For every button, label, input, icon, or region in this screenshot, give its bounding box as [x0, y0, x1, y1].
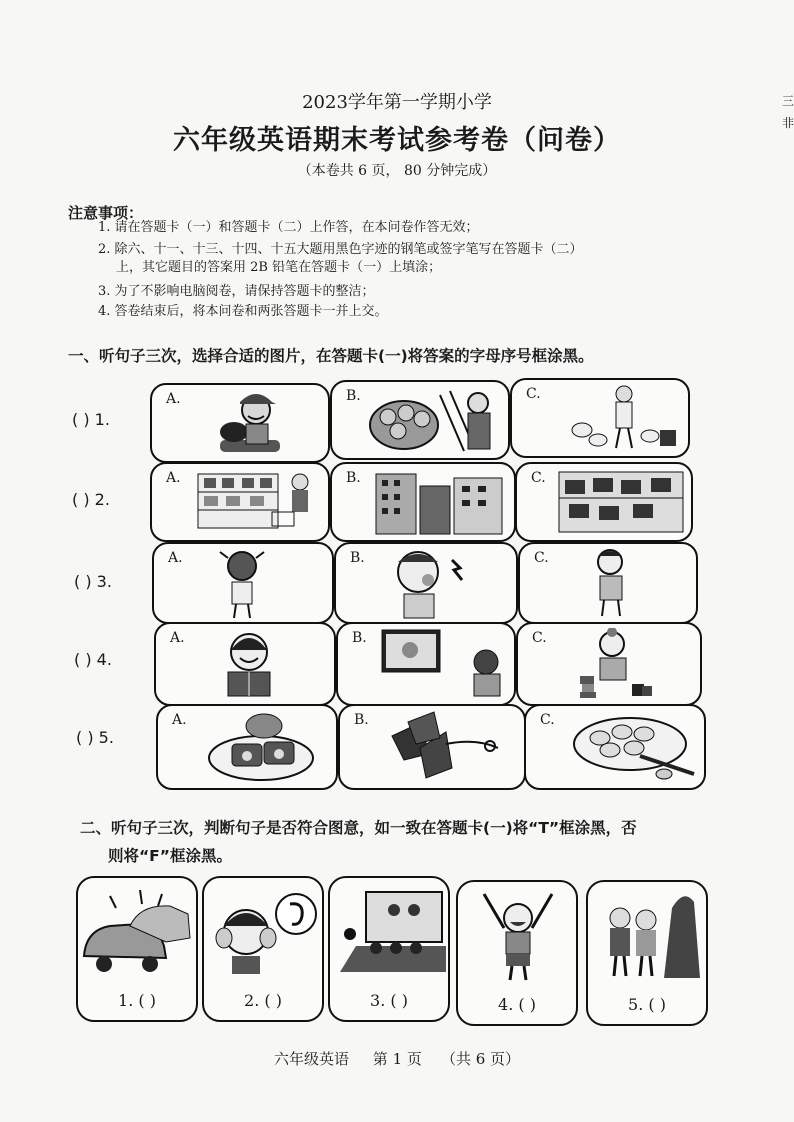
footer-total-pages: （共 6 页） — [440, 1050, 521, 1068]
true-false-card[interactable] — [456, 880, 578, 1026]
question-number[interactable]: ( ) 5. — [76, 728, 114, 747]
page-subtitle: （本卷共 6 页， 80 分钟完成） — [297, 163, 497, 179]
option-card[interactable] — [524, 704, 706, 790]
option-card[interactable] — [338, 704, 526, 790]
boy-with-toothache-icon — [386, 546, 476, 620]
option-card[interactable] — [515, 462, 693, 542]
option-letter: B. — [354, 712, 369, 728]
option-letter: C. — [532, 630, 547, 646]
question-number[interactable]: ( ) 1. — [72, 410, 110, 429]
true-false-card[interactable] — [328, 876, 450, 1022]
option-card[interactable] — [336, 622, 516, 706]
mooncakes-icon — [206, 708, 316, 784]
option-letter: B. — [346, 470, 361, 486]
note-item: 2. 除六、十一、十三、十四、十五大题用黑色字迹的钢笔或签字笔写在答题卡（二） — [98, 242, 583, 257]
option-card[interactable] — [330, 462, 516, 542]
office-computers-icon — [555, 468, 687, 536]
footer-page-number: 第 1 页 — [372, 1050, 422, 1068]
question-number[interactable]: ( ) 3. — [74, 572, 112, 591]
option-letter: A. — [166, 391, 181, 407]
option-letter: A. — [172, 712, 187, 728]
supermarket-shopping-icon — [196, 468, 324, 536]
answer-blank[interactable]: 2. ( ) — [244, 991, 282, 1010]
answer-blank[interactable]: 5. ( ) — [628, 995, 666, 1014]
edge-char-2: 非 — [781, 116, 794, 130]
option-letter: B. — [350, 550, 365, 566]
option-letter: C. — [540, 712, 555, 728]
man-feeding-chickens-icon — [562, 382, 686, 454]
boy-with-headache-icon — [212, 546, 272, 620]
option-card[interactable] — [330, 380, 510, 460]
option-card[interactable] — [518, 542, 698, 624]
note-item: 1. 请在答题卡（一）和答题卡（二）上作答，在本问卷作答无效； — [98, 220, 479, 235]
zongzi-icon — [386, 708, 506, 784]
footer-subject: 六年级英语 — [273, 1050, 349, 1068]
girl-reading-book-icon — [218, 628, 280, 700]
option-letter: B. — [352, 630, 367, 646]
girl-watching-tv-icon — [378, 628, 512, 700]
option-letter: C. — [526, 386, 541, 402]
edge-char-1: 三 — [781, 94, 794, 108]
question-number[interactable]: ( ) 4. — [74, 650, 112, 669]
option-card[interactable] — [156, 704, 338, 790]
option-letter: C. — [534, 550, 549, 566]
option-card[interactable] — [510, 378, 690, 458]
page-title: 六年级英语期末考试参考卷（问卷） — [173, 125, 621, 156]
true-false-card[interactable] — [76, 876, 198, 1022]
option-card[interactable] — [154, 622, 336, 706]
page-footer — [0, 1048, 794, 1069]
note-item: 4. 答卷结束后，将本问卷和两张答题卡一并上交。 — [98, 304, 388, 319]
girl-playing-with-toys-icon — [574, 628, 654, 700]
option-letter: A. — [170, 630, 185, 646]
true-false-card[interactable] — [202, 876, 324, 1022]
question-number[interactable]: ( ) 2. — [72, 490, 110, 509]
city-buildings-icon — [370, 468, 510, 536]
boy-with-cap-and-dog-icon — [212, 388, 292, 458]
answer-blank[interactable]: 1. ( ) — [118, 991, 156, 1010]
notes-heading: 注意事项： — [68, 204, 144, 222]
happy-boy-icon — [478, 888, 558, 984]
dumplings-icon — [570, 710, 700, 784]
part2-title: 二、听句子三次，判断句子是否符合图意，如一致在答题卡(一)将“T”框涂黑，否 — [80, 819, 637, 837]
option-letter: A. — [166, 470, 181, 486]
boy-coughing-icon — [586, 546, 636, 620]
option-letter: C. — [531, 470, 546, 486]
option-card[interactable] — [150, 383, 330, 463]
part2-title-continued: 则将“F”框涂黑。 — [108, 847, 232, 865]
couple-by-rock-icon — [594, 888, 704, 984]
exam-term-line: 2023学年第一学期小学 — [302, 92, 492, 113]
option-card[interactable] — [150, 462, 330, 542]
option-letter: A. — [168, 550, 183, 566]
answer-blank[interactable]: 3. ( ) — [370, 991, 408, 1010]
part1-title: 一、听句子三次，选择合适的图片，在答题卡(一)将答案的字母序号框涂黑。 — [68, 347, 594, 365]
option-card[interactable] — [334, 542, 518, 624]
option-card[interactable] — [152, 542, 334, 624]
man-with-basket-of-puppies-icon — [366, 385, 502, 455]
cinema-audience-icon — [336, 886, 446, 976]
option-card[interactable] — [516, 622, 702, 706]
boy-covering-ears-icon — [210, 886, 318, 976]
option-letter: B. — [346, 388, 361, 404]
true-false-card[interactable] — [586, 880, 708, 1026]
answer-blank[interactable]: 4. ( ) — [498, 995, 536, 1014]
note-item: 3. 为了不影响电脑阅卷，请保持答题卡的整洁； — [98, 284, 375, 299]
note-item: 上，其它题目的答案用 2B 铅笔在答题卡（一）上填涂； — [116, 260, 442, 275]
traffic-jam-icon — [80, 886, 194, 976]
